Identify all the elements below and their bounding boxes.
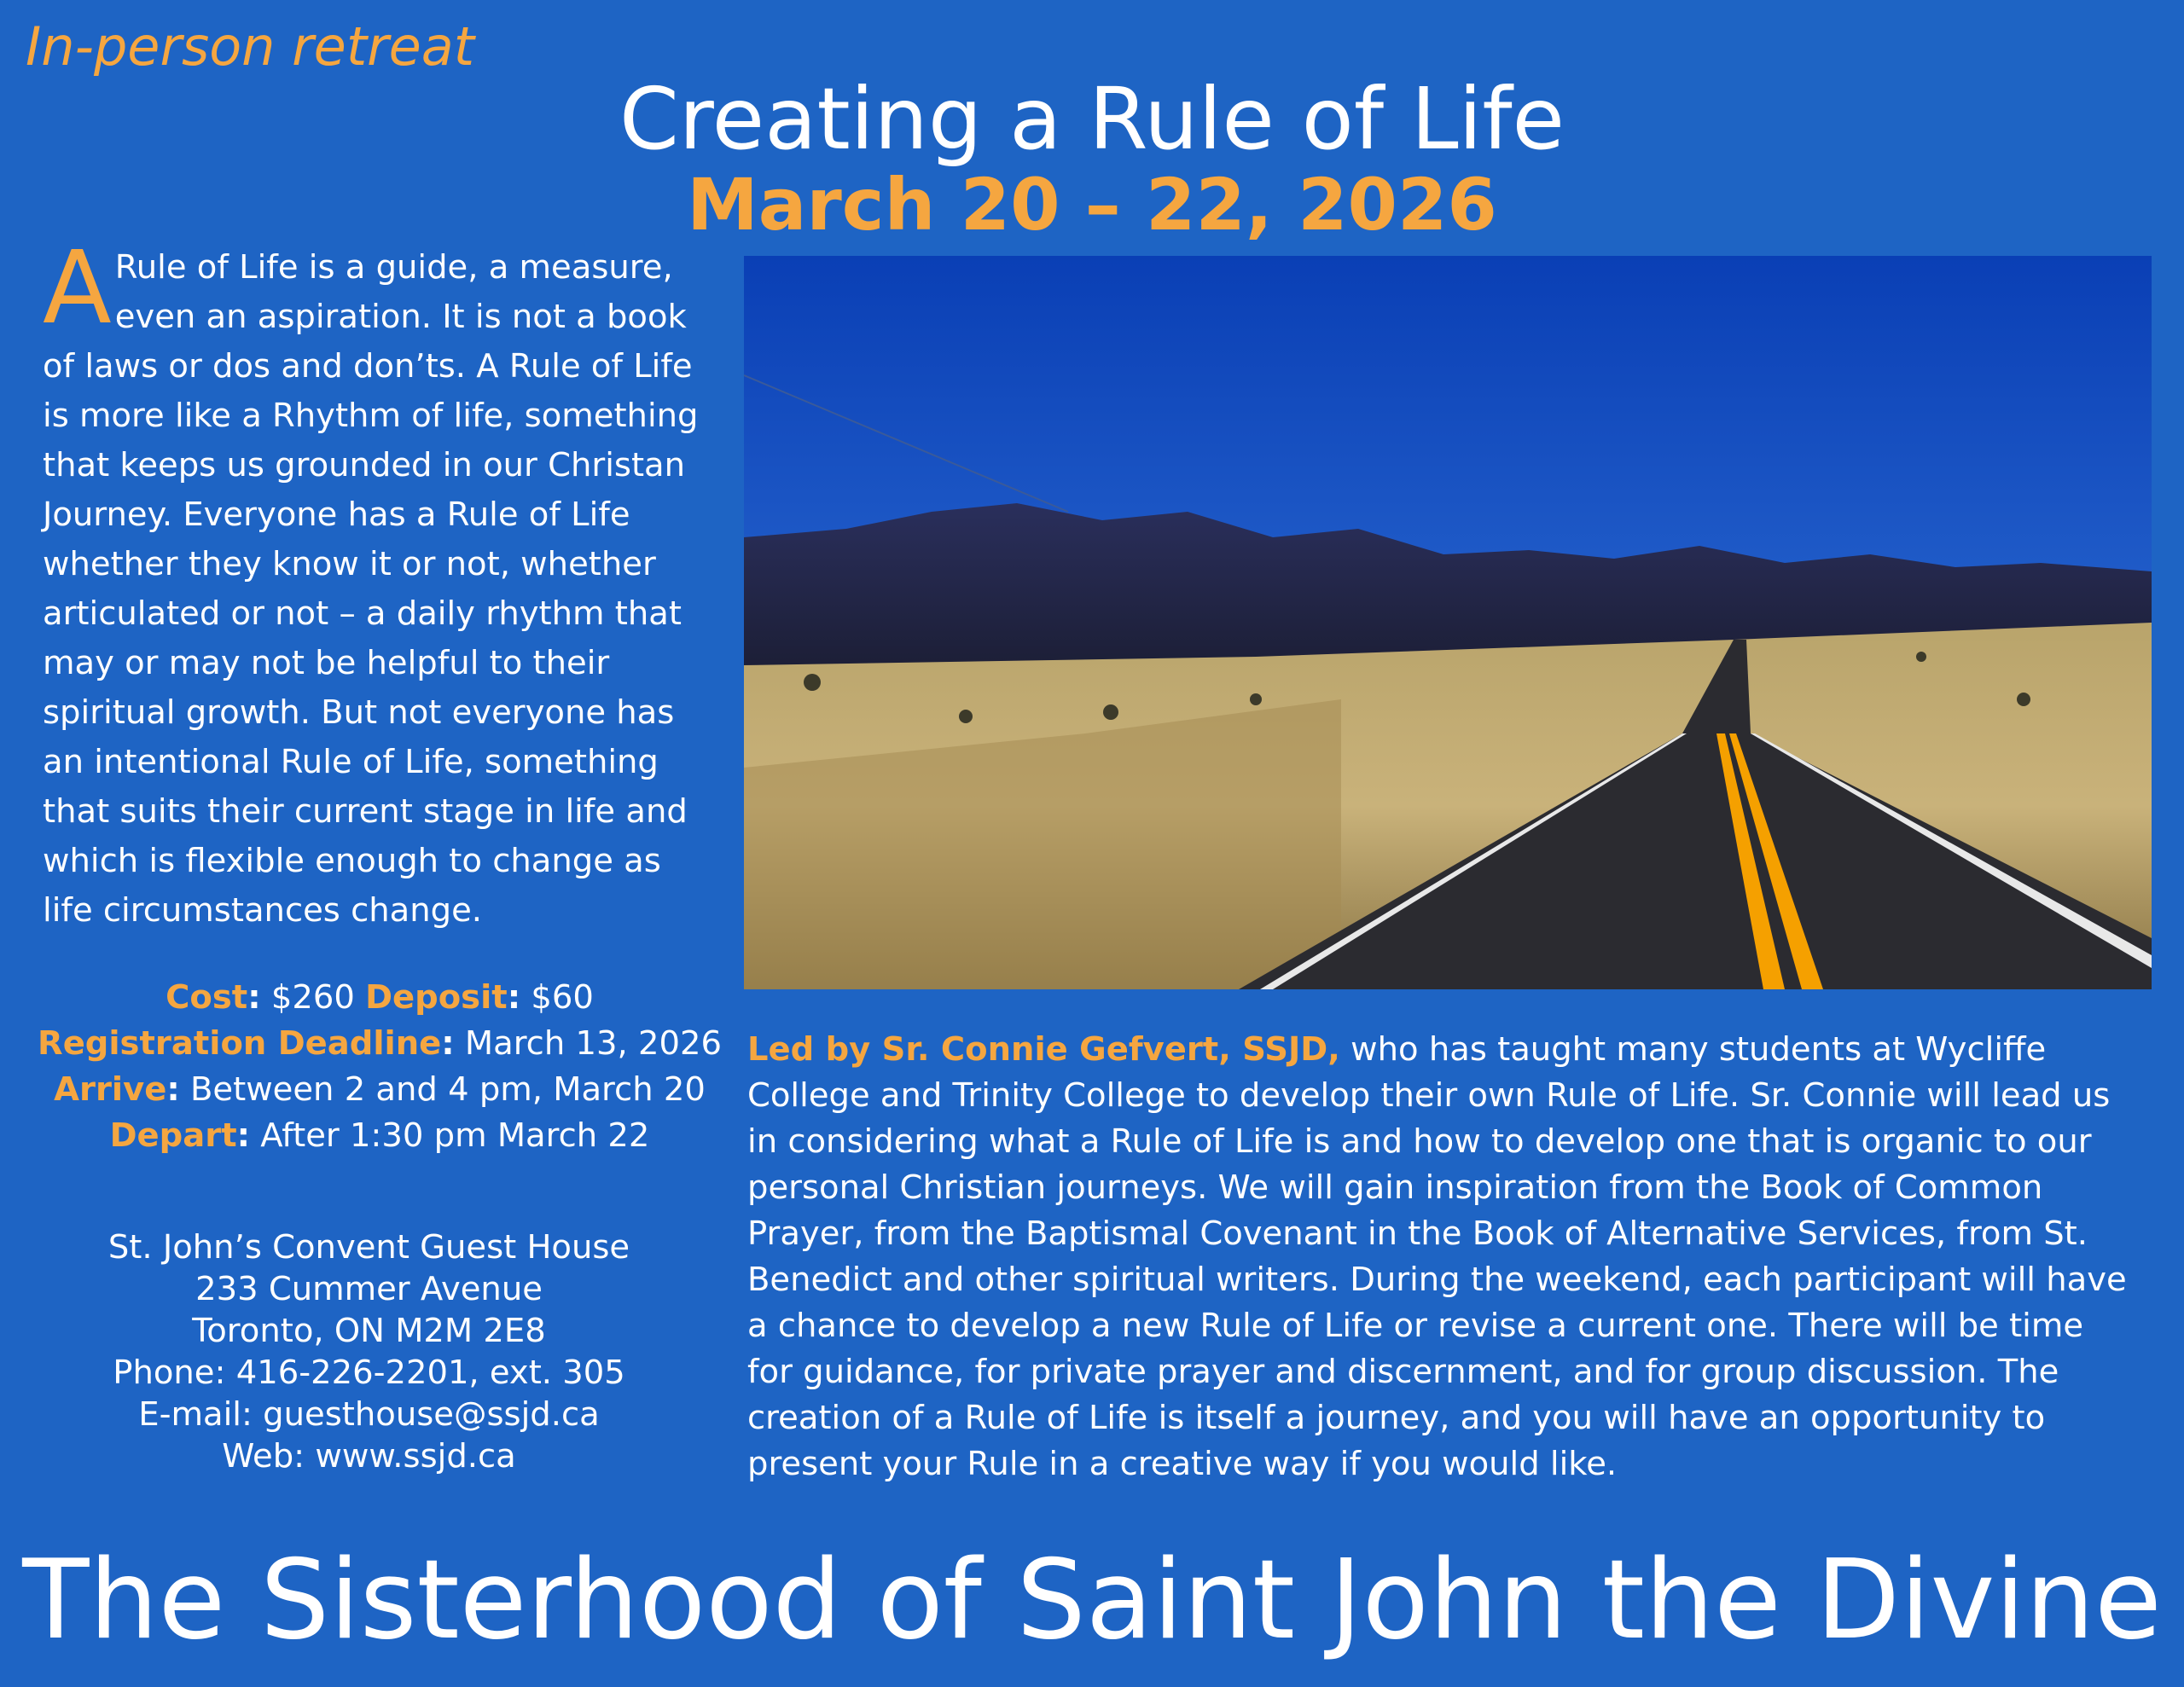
- cost-value: $260: [270, 978, 355, 1017]
- cost-line: Cost: $260 Deposit: $60: [166, 978, 594, 1017]
- deadline-label: Registration Deadline: [38, 1024, 442, 1063]
- arrive-line: Arrive: Between 2 and 4 pm, March 20: [54, 1070, 706, 1109]
- arrive-value: Between 2 and 4 pm, March 20: [190, 1070, 706, 1109]
- deposit-value: $60: [531, 978, 594, 1017]
- deadline-value: March 13, 2026: [464, 1024, 722, 1063]
- road-landscape-photo: [744, 256, 2152, 989]
- venue-street: 233 Cummer Avenue: [195, 1270, 543, 1308]
- page-title: Creating a Rule of Life: [619, 69, 1565, 169]
- arrive-label: Arrive: [54, 1070, 167, 1109]
- contact-block: [26, 1226, 712, 1477]
- event-dates: March 20 – 22, 2026: [687, 163, 1497, 246]
- retreat-type-tag: In-person retreat: [26, 15, 475, 78]
- venue-city: Toronto, ON M2M 2E8: [192, 1312, 546, 1350]
- venue-phone: Phone: 416-226-2201, ext. 305: [113, 1354, 625, 1392]
- event-details: [26, 975, 734, 1159]
- organization-name: The Sisterhood of Saint John the Divine: [22, 1537, 2162, 1664]
- drop-cap: A: [43, 229, 112, 346]
- leader-bio: [747, 1027, 2129, 1487]
- deadline-line: Registration Deadline: March 13, 2026: [38, 1024, 722, 1063]
- intro-paragraph: [43, 229, 717, 936]
- landscape-image: [744, 256, 2152, 989]
- venue-web: Web: www.ssjd.ca: [222, 1437, 516, 1475]
- deposit-label: Deposit: [365, 978, 508, 1017]
- venue-email: E-mail: guesthouse@ssjd.ca: [138, 1395, 600, 1434]
- depart-line: Depart: After 1:30 pm March 22: [109, 1116, 650, 1155]
- bio-text: who has taught many students at Wycliffe College and Trinity College to develop their own Rule of Life. Sr. Connie will lead us in considering what a Rule of Life is and how to develop one that is organic to our personal Christian journeys. We will gain inspiration from the Book of Common Prayer, from the Baptismal Covenant in the Book of Alternative Services, from St. Benedict and other spiritual writers. During the weekend, each participant will have a chance to develop a new Rule of Life or revise a current one. There will be time for guidance, for private prayer and discernment, and for group discussion. The creation of a Rule of Life is itself a journey, and you will have an opportunity to present your Rule in a creative way if you would like.: [747, 1030, 2127, 1483]
- venue-name: St. John’s Convent Guest House: [107, 1228, 630, 1267]
- cost-label: Cost: [166, 978, 248, 1017]
- depart-value: After 1:30 pm March 22: [260, 1116, 650, 1155]
- intro-text: Rule of Life is a guide, a measure, even an aspiration. It is not a book of laws or dos and don’ts. A Rule of Life is more like a Rhythm of life, something that keeps us grounded in our Christan Journey. Everyone has a Rule of Life whether they know it or not, whether articulated or not – a daily rhythm that may or may not be helpful to their spiritual growth. But not everyone has an intentional Rule of Life, something that suits their current stage in life and which is flexible enough to change as life circumstances change.: [43, 248, 699, 930]
- depart-label: Depart: [109, 1116, 237, 1155]
- leader-name: Led by Sr. Connie Gefvert, SSJD,: [747, 1030, 1340, 1069]
